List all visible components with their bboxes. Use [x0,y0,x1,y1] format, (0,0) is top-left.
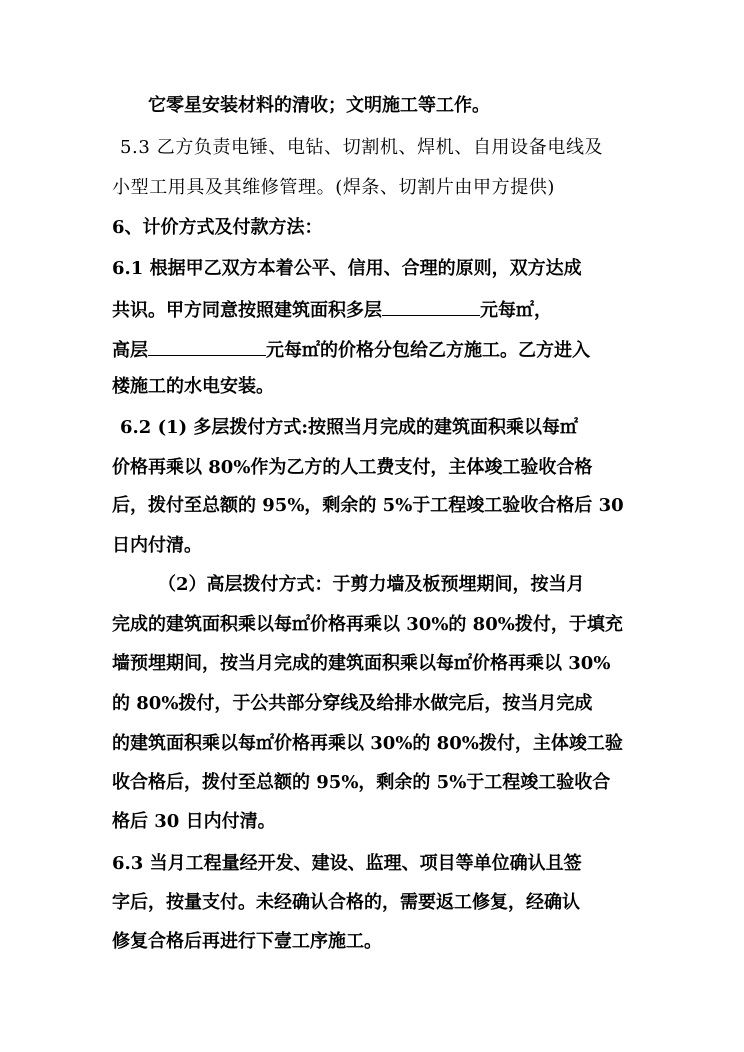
text-line: 完成的建筑面积乘以每㎡价格再乘以 30%的 80%拨付，于填充 [112,614,623,635]
multi-storey-price-blank[interactable] [382,297,480,316]
text-line: 的建筑面积乘以每㎡价格再乘以 30%的 80%拨付，主体竣工验 [112,733,623,754]
text-line: 小型工用具及其维修管理。(焊条、切割片由甲方提供) [112,177,556,198]
text-line-with-blank [112,337,590,363]
text-line: 楼施工的水电安装。 [112,376,274,397]
text-line: 它零星安装材料的清收；文明施工等工作。 [148,95,490,116]
text-line: 字后，按量支付。未经确认合格的，需要返工修复，经确认 [112,892,580,913]
text-line-with-blank [112,297,552,323]
text-line: 格后 30 日内付清。 [112,811,276,832]
clause-6-2-2-line: （2）高层拨付方式：于剪力墙及板预埋期间，按当月 [158,574,585,595]
section-6-heading: 6、计价方式及付款方法： [112,217,323,238]
text-fragment: 元每㎡的价格分包给乙方施工。乙方进入 [266,340,590,361]
text-line: 价格再乘以 80%作为乙方的人工费支付，主体竣工验收合格 [112,457,593,478]
high-rise-price-blank[interactable] [148,337,266,356]
clause-6-1-line: 6.1 根据甲乙双方本着公平、信用、合理的原则，双方达成 [112,258,582,279]
text-line: 修复合格后再进行下壹工序施工。 [112,931,382,952]
clause-6-3-line: 6.3 当月工程量经开发、建设、监理、项目等单位确认且签 [112,853,582,874]
text-line: 收合格后，拨付至总额的 95%，剩余的 5%于工程竣工验收合 [112,772,611,793]
text-line: 墙预埋期间，按当月完成的建筑面积乘以每㎡价格再乘以 30% [112,653,611,674]
text-line: 的 80%拨付，于公共部分穿线及给排水做完后，按当月完成 [112,693,593,714]
text-fragment: 共识。甲方同意按照建筑面积多层 [112,300,382,321]
text-line: 日内付清。 [112,535,202,556]
text-line: 后，拨付至总额的 95%，剩余的 5%于工程竣工验收合格后 30 [112,495,624,516]
clause-5-3-line: 5.3 乙方负责电锤、电钻、切割机、焊机、自用设备电线及 [120,137,604,158]
text-fragment: 元每㎡， [480,300,552,321]
clause-6-2-line: 6.2 (1) 多层拨付方式:按照当月完成的建筑面积乘以每㎡ [120,417,579,438]
text-fragment: 高层 [112,340,148,361]
